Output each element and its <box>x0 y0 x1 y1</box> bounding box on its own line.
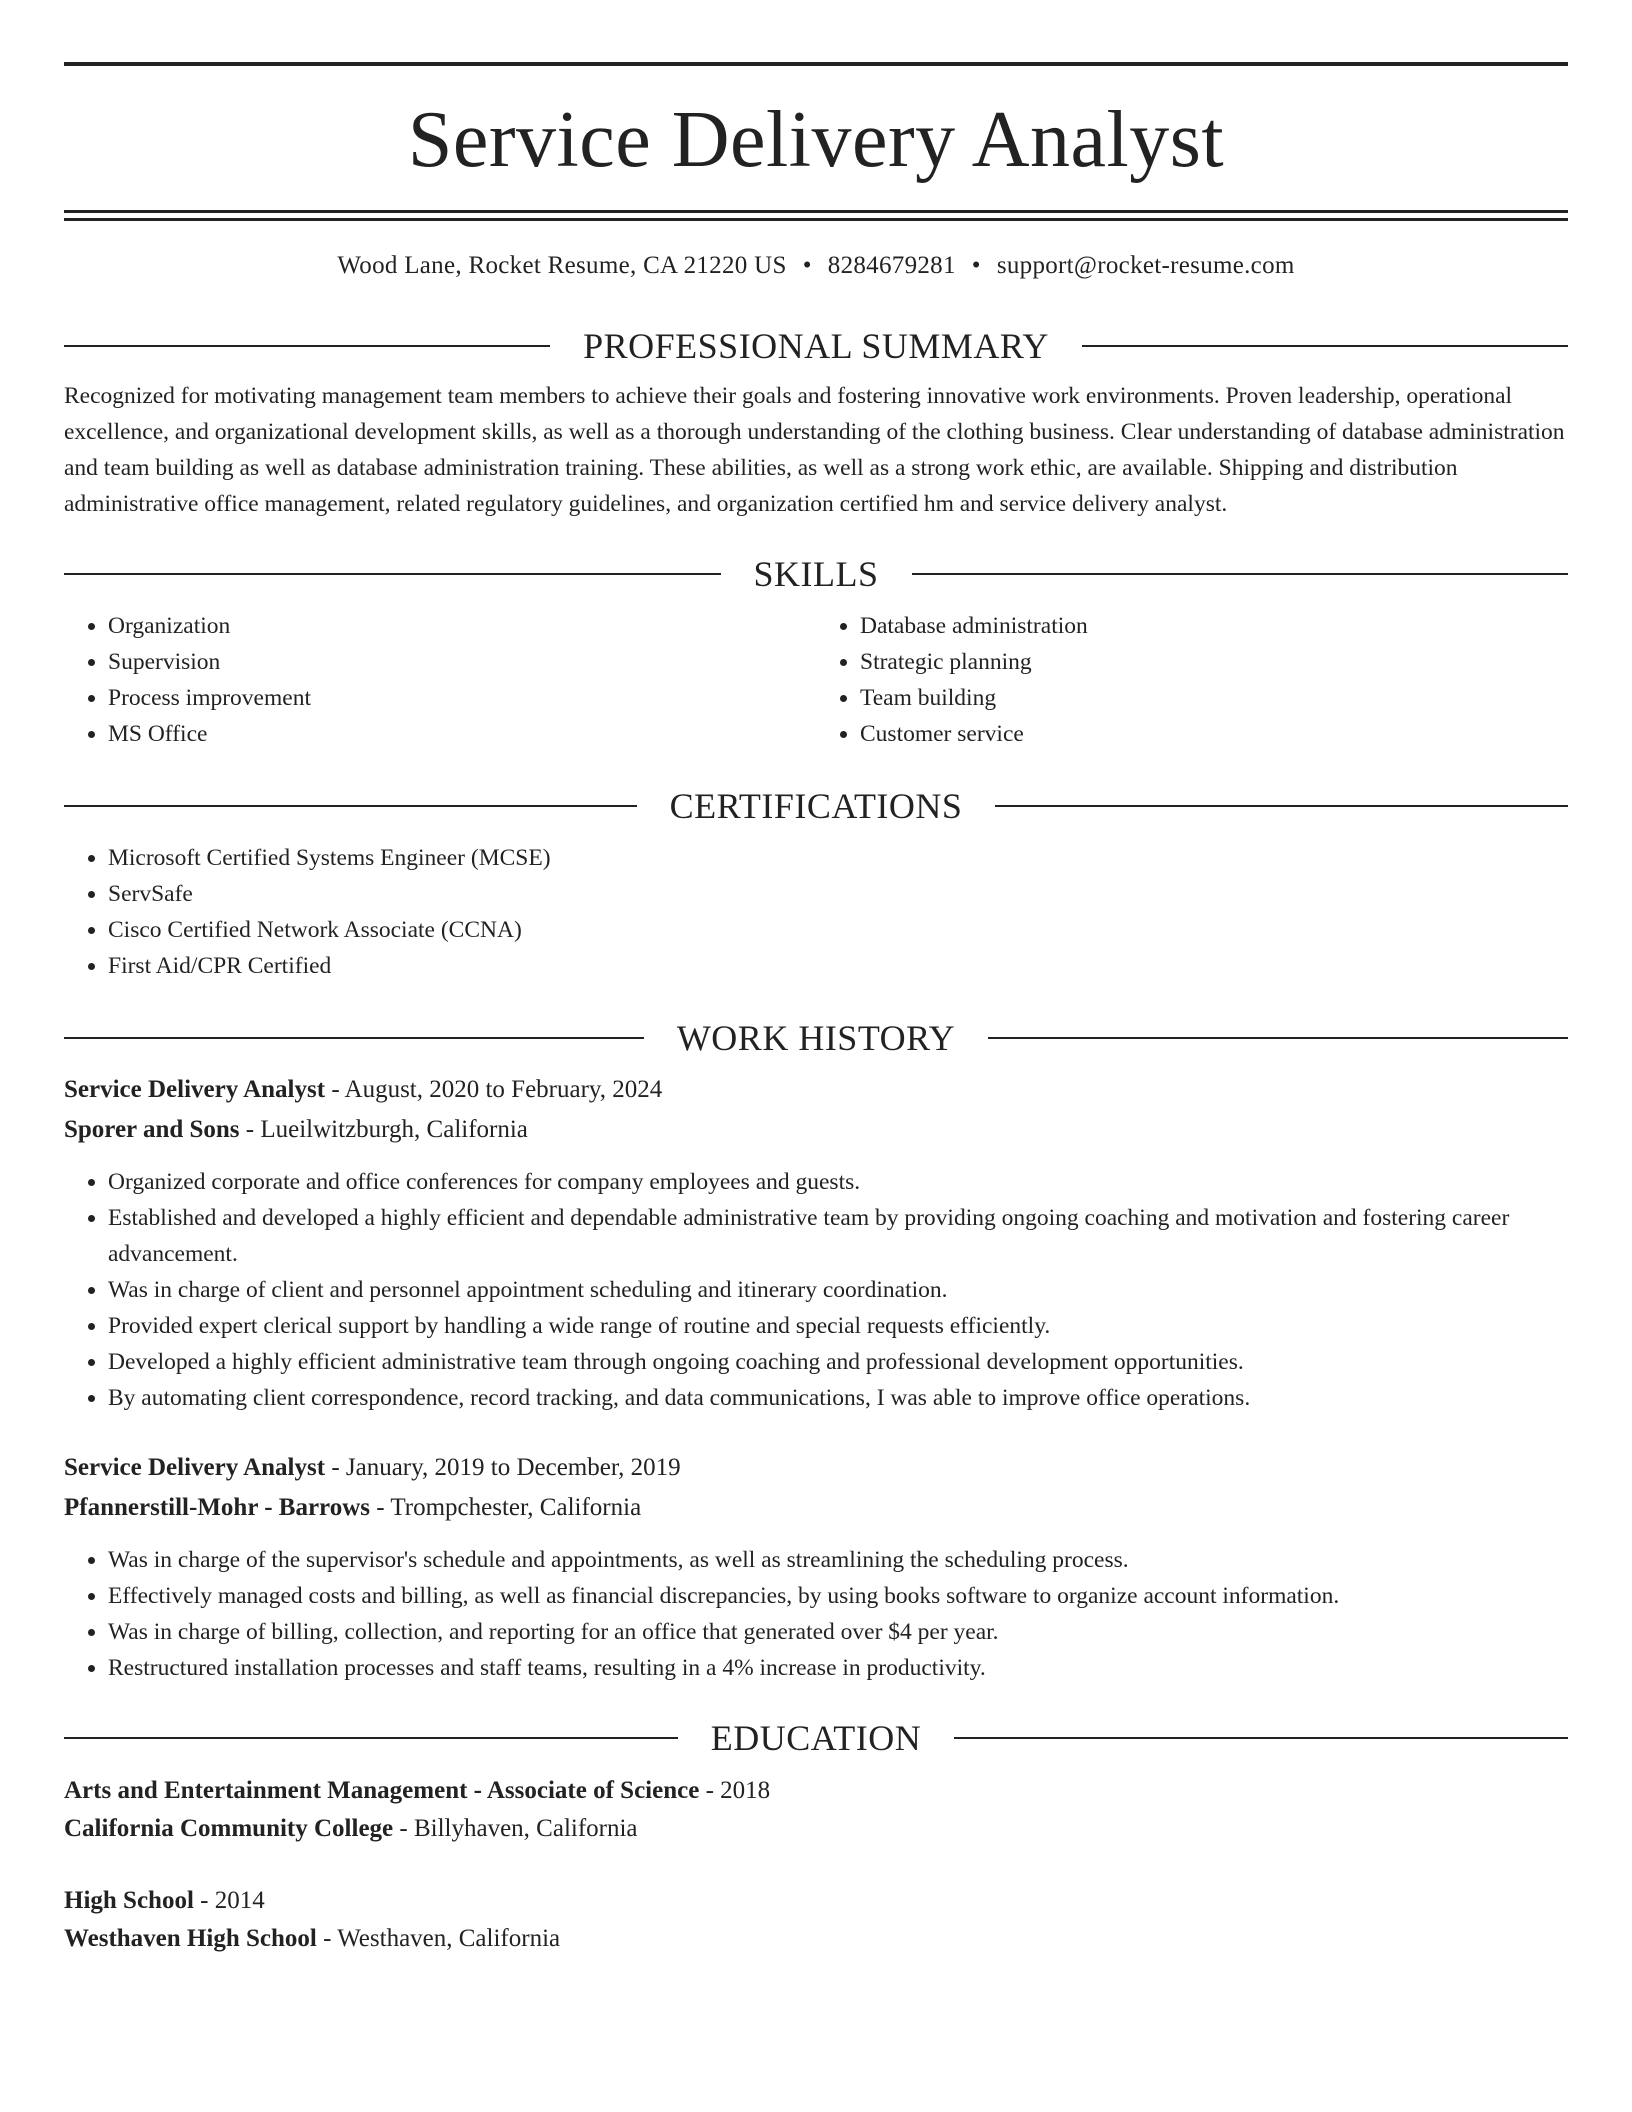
job-title: Service Delivery Analyst <box>64 1454 326 1481</box>
education-school-line <box>64 1920 1568 1958</box>
education-entry <box>64 1772 1568 1848</box>
title-double-rule <box>64 210 1568 221</box>
section-title-certifications: CERTIFICATIONS <box>669 786 963 826</box>
skill-item: • Strategic planning <box>860 644 1568 680</box>
job-bullets <box>64 1542 1568 1686</box>
section-rule <box>954 1737 1568 1739</box>
skill-item: • Database administration <box>860 608 1568 644</box>
certification-item: • ServSafe <box>108 876 1568 912</box>
job-entry <box>64 1070 1568 1416</box>
education-location: - Billyhaven, California <box>393 1815 638 1842</box>
education-school: California Community College <box>64 1815 394 1842</box>
education-degree-line <box>64 1772 1568 1810</box>
job-company: Pfannerstill-Mohr - Barrows <box>64 1494 370 1521</box>
skills-column-right <box>816 608 1568 752</box>
skill-item: • Team building <box>860 680 1568 716</box>
education-entry <box>64 1882 1568 1958</box>
section-rule <box>64 1737 678 1739</box>
certification-item: • Microsoft Certified Systems Engineer (MCSE) <box>108 840 1568 876</box>
top-rule <box>64 62 1568 66</box>
job-location: - Lueilwitzburgh, California <box>239 1116 528 1143</box>
job-bullet: • Restructured installation processes and staff teams, resulting in a 4% increase in productivity. <box>108 1650 1568 1686</box>
education-year: - 2014 <box>193 1887 265 1914</box>
section-header-skills <box>64 556 1568 592</box>
education-school-line <box>64 1810 1568 1848</box>
section-header-education <box>64 1720 1568 1756</box>
section-rule <box>988 1037 1568 1039</box>
education-school: Westhaven High School <box>64 1925 317 1952</box>
job-bullet: • Was in charge of client and personnel appointment scheduling and itinerary coordination. <box>108 1272 1568 1308</box>
job-company-line <box>64 1488 1568 1528</box>
section-rule <box>64 1037 644 1039</box>
resume-title: Service Delivery Analyst <box>407 96 1225 184</box>
job-title-line <box>64 1070 1568 1110</box>
skill-item: • Supervision <box>108 644 816 680</box>
contact-separator: • <box>802 252 812 279</box>
section-rule <box>64 805 637 807</box>
section-rule <box>64 573 721 575</box>
job-bullet: • Provided expert clerical support by handling a wide range of routine and special requests efficiently. <box>108 1308 1568 1344</box>
summary-text: Recognized for motivating management team members to achieve their goals and fostering innovative work environments. Proven leadership, operational excellence, and organizational development skills, as well as a thorough understanding of the clothing business. Clear understanding of database administration and team building as well as database administration training. These abilities, as well as a strong work ethic, are available. Shipping and distribution administrative office management, related regulatory guidelines, and organization certified hm and service delivery analyst. <box>64 383 1565 517</box>
education-degree-line <box>64 1882 1568 1920</box>
certification-item: • First Aid/CPR Certified <box>108 948 1568 984</box>
skill-item: • MS Office <box>108 716 816 752</box>
certifications-list <box>64 840 1568 984</box>
contact-phone: 8284679281 <box>827 252 956 279</box>
job-bullet: • Effectively managed costs and billing, as well as financial discrepancies, by using books software to organize account information. <box>108 1578 1568 1614</box>
job-bullet: • Was in charge of billing, collection, and reporting for an office that generated over $4 per year. <box>108 1614 1568 1650</box>
skill-item: • Organization <box>108 608 816 644</box>
contact-line <box>64 253 1568 278</box>
job-title: Service Delivery Analyst <box>64 1076 326 1103</box>
section-header-summary <box>64 328 1568 364</box>
skill-item: • Process improvement <box>108 680 816 716</box>
skills-list <box>64 608 1568 752</box>
section-rule <box>64 345 550 347</box>
job-bullet: • Organized corporate and office conferences for company employees and guests. <box>108 1164 1568 1200</box>
contact-separator: • <box>971 252 981 279</box>
section-header-work <box>64 1020 1568 1056</box>
contact-email: support@rocket-resume.com <box>996 252 1295 279</box>
skills-column-left <box>64 608 816 752</box>
job-dates: - January, 2019 to December, 2019 <box>325 1454 681 1481</box>
certification-item: • Cisco Certified Network Associate (CCNA) <box>108 912 1568 948</box>
job-entry <box>64 1448 1568 1686</box>
job-location: - Trompchester, California <box>369 1494 642 1521</box>
job-dates: - August, 2020 to February, 2024 <box>325 1076 663 1103</box>
contact-address: Wood Lane, Rocket Resume, CA 21220 US <box>337 252 787 279</box>
section-title-skills: SKILLS <box>753 554 879 594</box>
education-degree: Arts and Entertainment Management - Associate of Science <box>64 1777 700 1804</box>
skill-item: • Customer service <box>860 716 1568 752</box>
education-location: - Westhaven, California <box>316 1925 561 1952</box>
job-title-line <box>64 1448 1568 1488</box>
section-rule <box>995 805 1568 807</box>
section-header-certifications <box>64 788 1568 824</box>
education-year: - 2018 <box>699 1777 771 1804</box>
job-company-line <box>64 1110 1568 1150</box>
section-title-work: WORK HISTORY <box>676 1018 956 1058</box>
section-rule <box>1082 345 1568 347</box>
section-rule <box>912 573 1569 575</box>
job-company: Sporer and Sons <box>64 1116 240 1143</box>
job-bullets <box>64 1164 1568 1416</box>
education-degree: High School <box>64 1887 194 1914</box>
job-bullet: • Established and developed a highly efficient and dependable administrative team by providing ongoing coaching and motivation and fostering career advancement. <box>108 1200 1568 1272</box>
job-bullet: • By automating client correspondence, record tracking, and data communications, I was able to improve office operations. <box>108 1380 1568 1416</box>
section-title-summary: PROFESSIONAL SUMMARY <box>583 326 1049 366</box>
section-title-education: EDUCATION <box>710 1718 922 1758</box>
job-bullet: • Was in charge of the supervisor's schedule and appointments, as well as streamlining the scheduling process. <box>108 1542 1568 1578</box>
job-bullet: • Developed a highly efficient administrative team through ongoing coaching and professional development opportunities. <box>108 1344 1568 1380</box>
